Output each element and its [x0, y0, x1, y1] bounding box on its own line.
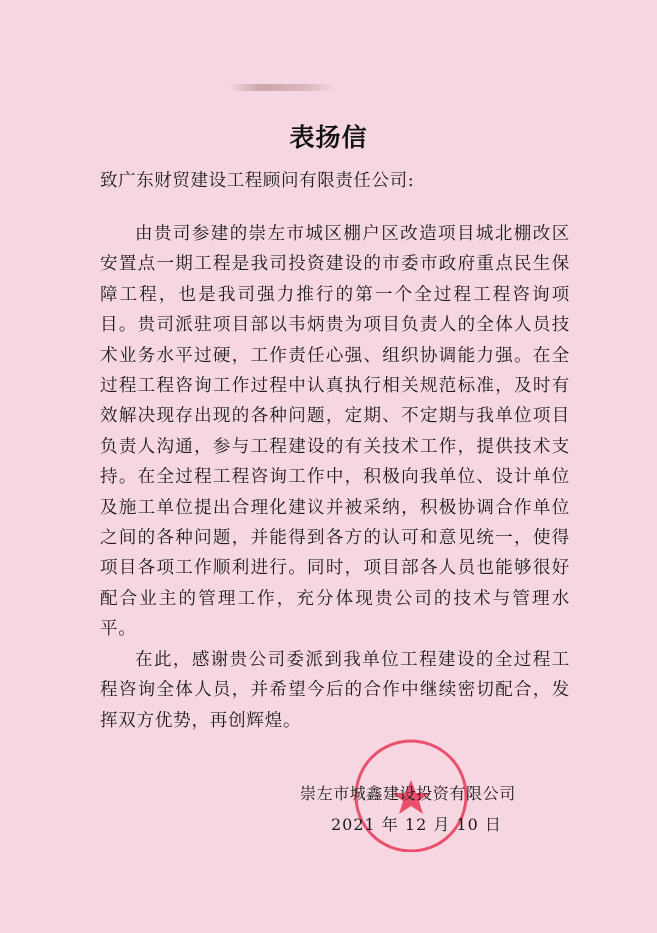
- letter-title: 表扬信: [289, 123, 368, 152]
- body-paragraph-2: 在此，感谢贵公司委派到我单位工程建设的全过程工程咨询全体人员，并希望今后的合作中继续密切配合，发挥双方优势，再创辉煌。: [100, 649, 570, 731]
- signature-date: 2021 年 12 月 10 日: [331, 815, 502, 834]
- body-paragraph-1: 由贵司参建的崇左市城区棚户区改造项目城北棚改区安置点一期工程是我司投资建设的市委市政府重点民生保障工程，也是我司强力推行的第一个全过程工程咨询项目。贵司派驻项目部以韦炳贵为项目负责人的全体人员技术业务水平过硬，工作责任心强、组织协调能力强。在全过程工程咨询工作过程中认真执行相关规范标准，及时有效解决现存出现的各种问题，定期、不定期与我单位项目负责人沟通，参与工程建设的有关技术工作，提供技术支持。在全过程工程咨询工作中，积极向我单位、设计单位及施工单位提出合理化建议并被采纳，积极协调合作单位之间的各种问题，并能得到各方的认可和意见统一，使得项目各项工作顺利进行。同时，项目部各人员也能够很好配合业主的管理工作，充分体现贵公司的技术与管理水平。: [100, 224, 570, 640]
- signature-company: 崇左市城鑫建设投资有限公司: [300, 784, 516, 803]
- scan-smudge: [228, 84, 336, 91]
- letter-body: [100, 219, 570, 736]
- salutation: 致广东财贸建设工程顾问有限责任公司:: [100, 171, 415, 191]
